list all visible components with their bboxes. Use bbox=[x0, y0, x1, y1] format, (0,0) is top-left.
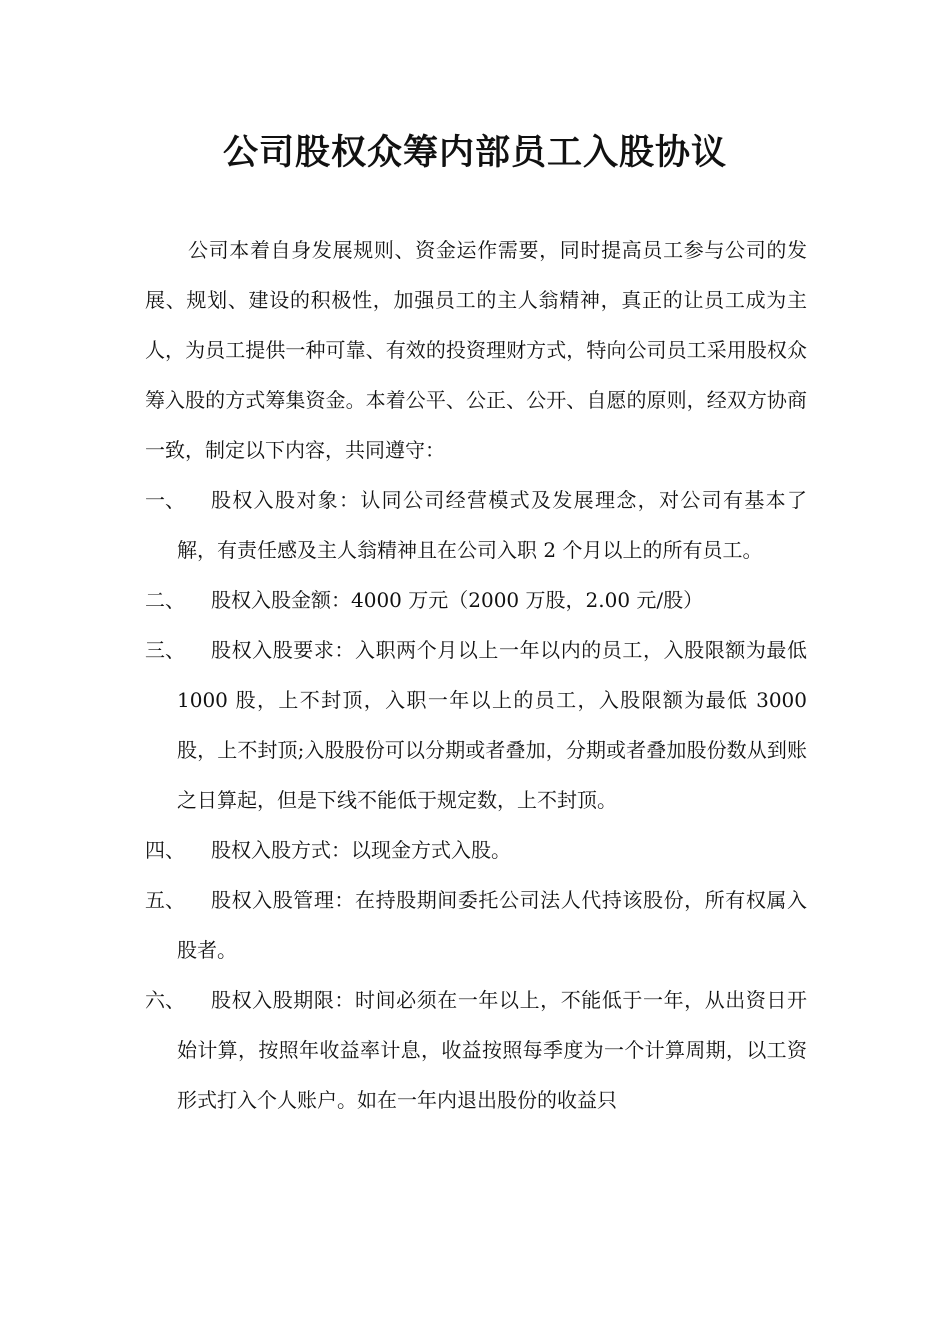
clause-text: 股权入股管理：在持股期间委托公司法人代持该股份，所有权属入股者。 bbox=[177, 888, 807, 962]
clause-text: 股权入股期限：时间必须在一年以上，不能低于一年，从出资日开始计算，按照年收益率计息，收益按照每季度为一个计算周期，以工资形式打入个人账户。如在一年内退出股份的收益只 bbox=[177, 988, 807, 1112]
clause-text: 股权入股金额：4000 万元（2000 万股，2.00 元/股） bbox=[211, 588, 704, 612]
clause-text: 股权入股要求：入职两个月以上一年以内的员工，入股限额为最低 1000 股，上不封顶，入职一年以上的员工，入股限额为最低 3000 股，上不封顶;入股股份可以分期或者叠加，分期或者叠加股份数从到账之日算起，但是下线不能低于规定数，上不封顶。 bbox=[177, 638, 807, 812]
clause-number: 六、 bbox=[145, 988, 185, 1012]
clause-5 bbox=[145, 875, 807, 975]
clause-number: 四、 bbox=[145, 838, 185, 862]
clause-number: 三、 bbox=[145, 638, 185, 662]
clause-2 bbox=[145, 575, 807, 625]
clause-6 bbox=[145, 975, 807, 1125]
intro-paragraph: 公司本着自身发展规则、资金运作需要，同时提高员工参与公司的发展、规划、建设的积极性，加强员工的主人翁精神，真正的让员工成为主人，为员工提供一种可靠、有效的投资理财方式，特向公司员工采用股权众筹入股的方式筹集资金。本着公平、公正、公开、自愿的原则，经双方协商一致，制定以下内容，共同遵守： bbox=[145, 238, 807, 462]
clause-number: 一、 bbox=[145, 488, 185, 512]
clause-text: 股权入股对象：认同公司经营模式及发展理念，对公司有基本了解，有责任感及主人翁精神且在公司入职 2 个月以上的所有员工。 bbox=[177, 488, 807, 562]
document-body bbox=[145, 225, 807, 1125]
clause-4 bbox=[145, 825, 807, 875]
clause-number: 五、 bbox=[145, 888, 185, 912]
clause-text: 股权入股方式：以现金方式入股。 bbox=[211, 838, 511, 862]
document-title: 公司股权众筹内部员工入股协议 bbox=[222, 132, 727, 173]
clause-3 bbox=[145, 625, 807, 825]
clause-1 bbox=[145, 475, 807, 575]
clause-number: 二、 bbox=[145, 588, 185, 612]
